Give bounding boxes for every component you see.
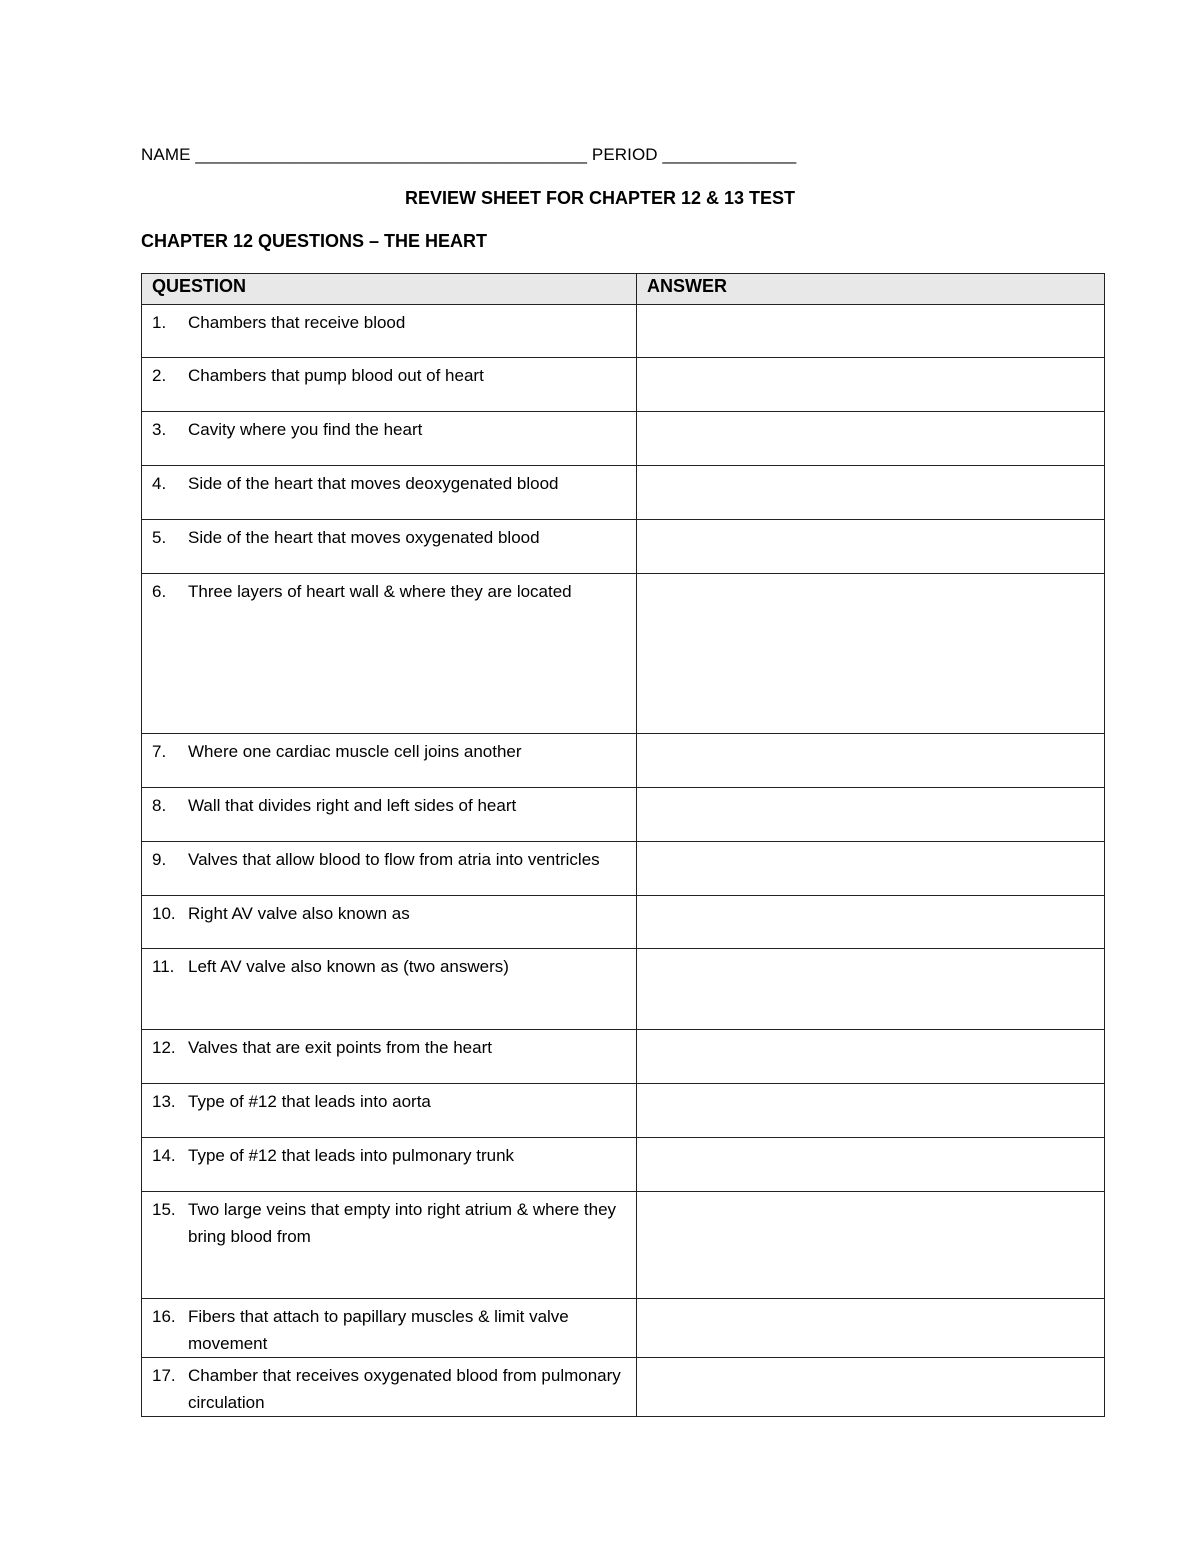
question-text: Fibers that attach to papillary muscles & limit valve movement [188,1307,569,1353]
table-row [142,574,1105,734]
question-number: 6. [152,582,167,601]
question-text: Valves that are exit points from the heart [188,1038,492,1057]
question-cell [142,412,637,466]
question-cell [142,574,637,734]
question-cell [142,896,637,949]
answer-cell[interactable] [637,1084,1105,1138]
question-cell [142,466,637,520]
question-number: 2. [152,366,167,385]
question-cell [142,1358,637,1417]
question-column-header: QUESTION [142,274,637,305]
answer-cell[interactable] [637,520,1105,574]
question-text: Type of #12 that leads into pulmonary trunk [188,1146,515,1165]
question-cell [142,734,637,788]
answer-cell[interactable] [637,1299,1105,1358]
question-cell [142,1138,637,1192]
question-text: Where one cardiac muscle cell joins another [188,742,522,761]
question-cell [142,305,637,358]
answer-cell[interactable] [637,1192,1105,1299]
question-cell [142,842,637,896]
question-number: 14. [152,1146,176,1165]
answer-cell[interactable] [637,412,1105,466]
table-row [142,358,1105,412]
table-row [142,1030,1105,1084]
answer-cell[interactable] [637,574,1105,734]
question-text: Right AV valve also known as [188,904,410,923]
table-row [142,1192,1105,1299]
question-text: Three layers of heart wall & where they are located [188,582,572,601]
answer-cell[interactable] [637,358,1105,412]
name-period-line: NAME _________________________________________ PERIOD ______________ [141,145,797,164]
question-text: Cavity where you find the heart [188,420,423,439]
question-text: Two large veins that empty into right atrium & where they bring blood from [188,1200,617,1246]
table-row [142,896,1105,949]
table-row [142,305,1105,358]
answer-column-header: ANSWER [637,274,1105,305]
table-row [142,466,1105,520]
question-cell [142,1299,637,1358]
question-cell [142,520,637,574]
question-number: 11. [152,957,175,976]
question-number: 7. [152,742,167,761]
question-cell [142,788,637,842]
question-cell [142,358,637,412]
answer-cell[interactable] [637,842,1105,896]
table-header-row [142,274,1105,305]
question-cell [142,1030,637,1084]
question-text: Wall that divides right and left sides of heart [188,796,517,815]
question-text: Chamber that receives oxygenated blood from pulmonary circulation [188,1366,621,1412]
question-number: 16. [152,1307,176,1326]
review-table [141,273,1105,1417]
question-number: 1. [152,313,167,332]
page-title: REVIEW SHEET FOR CHAPTER 12 & 13 TEST [404,188,796,208]
answer-cell[interactable] [637,1030,1105,1084]
table-row [142,412,1105,466]
question-number: 13. [152,1092,176,1111]
table-row [142,734,1105,788]
question-text: Chambers that receive blood [188,313,406,332]
answer-cell[interactable] [637,1138,1105,1192]
table-row [142,788,1105,842]
section-heading: CHAPTER 12 QUESTIONS – THE HEART [141,231,488,251]
table-row [142,1084,1105,1138]
answer-cell[interactable] [637,949,1105,1030]
question-number: 8. [152,796,167,815]
question-cell [142,1192,637,1299]
question-number: 9. [152,850,167,869]
question-number: 10. [152,904,176,923]
question-number: 3. [152,420,167,439]
question-cell [142,949,637,1030]
answer-cell[interactable] [637,788,1105,842]
question-number: 17. [152,1366,176,1385]
question-text: Chambers that pump blood out of heart [188,366,484,385]
question-text: Type of #12 that leads into aorta [188,1092,431,1111]
answer-cell[interactable] [637,305,1105,358]
table-row [142,842,1105,896]
question-number: 5. [152,528,167,547]
table-row [142,949,1105,1030]
answer-cell[interactable] [637,896,1105,949]
question-number: 12. [152,1038,176,1057]
question-number: 15. [152,1200,176,1219]
question-text: Valves that allow blood to flow from atria into ventricles [188,850,600,869]
question-text: Left AV valve also known as (two answers) [188,957,509,976]
answer-cell[interactable] [637,1358,1105,1417]
question-text: Side of the heart that moves deoxygenated blood [188,474,559,493]
table-row [142,1358,1105,1417]
question-text: Side of the heart that moves oxygenated blood [188,528,540,547]
table-row [142,1299,1105,1358]
table-row [142,520,1105,574]
answer-cell[interactable] [637,466,1105,520]
question-cell [142,1084,637,1138]
table-row [142,1138,1105,1192]
question-number: 4. [152,474,167,493]
answer-cell[interactable] [637,734,1105,788]
